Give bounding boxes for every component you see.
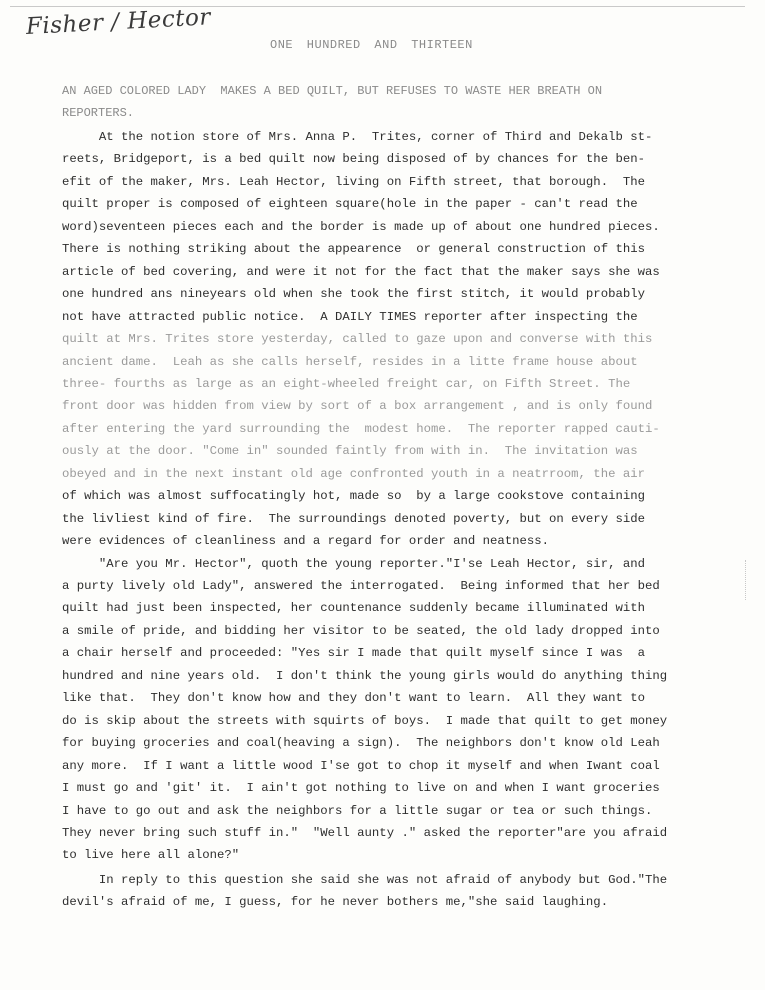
- body-line: were evidences of cleanliness and a regard for order and neatness.: [62, 534, 550, 549]
- body-line: a smile of pride, and bidding her visitor to be seated, the old lady dropped into: [62, 623, 660, 638]
- margin-mark: [745, 560, 749, 600]
- body-line: hundred and nine years old. I don't think the young girls would do anything thing: [62, 668, 668, 683]
- body-line: not have attracted public notice. A DAILY TIMES reporter after inspecting the: [62, 309, 638, 324]
- body-line: "Are you Mr. Hector", quoth the young reporter."I'se Leah Hector, sir, and: [62, 556, 645, 571]
- body-line: quilt at Mrs. Trites store yesterday, called to gaze upon and converse with this: [62, 332, 653, 347]
- body-line: At the notion store of Mrs. Anna P. Trites, corner of Third and Dekalb st-: [62, 130, 653, 144]
- body-line: I have to go out and ask the neighbors for a little sugar or tea or such things.: [62, 803, 653, 818]
- body-line: a purty lively old Lady", answered the interrogated. Being informed that her bed: [62, 579, 660, 593]
- body-line: quilt had just been inspected, her countenance suddenly became illuminated with: [62, 601, 645, 616]
- body-line: ancient dame. Leah as she calls herself, resides in a litte frame house about: [62, 354, 638, 369]
- body-line: reets, Bridgeport, is a bed quilt now being disposed of by chances for the ben-: [62, 152, 645, 167]
- body-line: one hundred ans nineyears old when she took the first stitch, it would probably: [62, 287, 645, 302]
- body-line: to live here all alone?": [62, 848, 240, 863]
- body-line: after entering the yard surrounding the modest home. The reporter rapped cauti-: [62, 421, 660, 436]
- body-line: In reply to this question she said she was not afraid of anybody but God."The: [62, 872, 668, 887]
- body-line: There is nothing striking about the appearence or general construction of this: [62, 242, 645, 257]
- body-line: word)seventeen pieces each and the border is made up of about one hundred pieces.: [62, 219, 660, 234]
- body-line: front door was hidden from view by sort of a box arrangement , and is only found: [62, 399, 653, 414]
- body-line: quilt proper is composed of eighteen square(hole in the paper - can't read the: [62, 197, 638, 212]
- body-line: obeyed and in the next instant old age confronted youth in a neatrroom, the air: [62, 466, 645, 481]
- body-line: devil's afraid of me, I guess, for he never bothers me,"she said laughing.: [62, 895, 609, 910]
- body-line: any more. If I want a little wood I'se got to chop it myself and when Iwant coal: [62, 758, 660, 773]
- body-line: for buying groceries and coal(heaving a sign). The neighbors don't know old Leah: [62, 736, 660, 751]
- body-line: of which was almost suffocatingly hot, made so by a large cookstove containing: [62, 489, 645, 504]
- body-line: the livliest kind of fire. The surroundings denoted poverty, but on every side: [62, 511, 645, 526]
- body-line: efit of the maker, Mrs. Leah Hector, living on Fifth street, that borough. The: [62, 174, 645, 189]
- body-line: article of bed covering, and were it not for the fact that the maker says she was: [62, 264, 660, 279]
- body-line: I must go and 'git' it. I ain't got nothing to live on and when I want groceries: [62, 781, 660, 796]
- body-line: like that. They don't know how and they don't want to learn. All they want to: [62, 691, 645, 706]
- top-rule: [10, 6, 745, 7]
- body-line: They never bring such stuff in." "Well aunty ." asked the reporter"are you afraid: [62, 825, 668, 840]
- body-line: a chair herself and proceeded: "Yes sir I made that quilt myself since I was a: [62, 646, 645, 661]
- headline-line: AN AGED COLORED LADY MAKES A BED QUILT, BUT REFUSES TO WASTE HER BREATH ON: [62, 84, 603, 98]
- body-line: ously at the door. "Come in" sounded faintly from with in. The invitation was: [62, 444, 638, 459]
- headline-line: REPORTERS.: [62, 106, 135, 120]
- body-line: three- fourths as large as an eight-wheeled freight car, on Fifth Street. The: [62, 376, 631, 391]
- page-title: ONE HUNDRED AND THIRTEEN: [270, 38, 473, 52]
- handwritten-annotation: Fisher / Hector: [25, 4, 212, 40]
- body-line: do is skip about the streets with squirts of boys. I made that quilt to get money: [62, 713, 668, 728]
